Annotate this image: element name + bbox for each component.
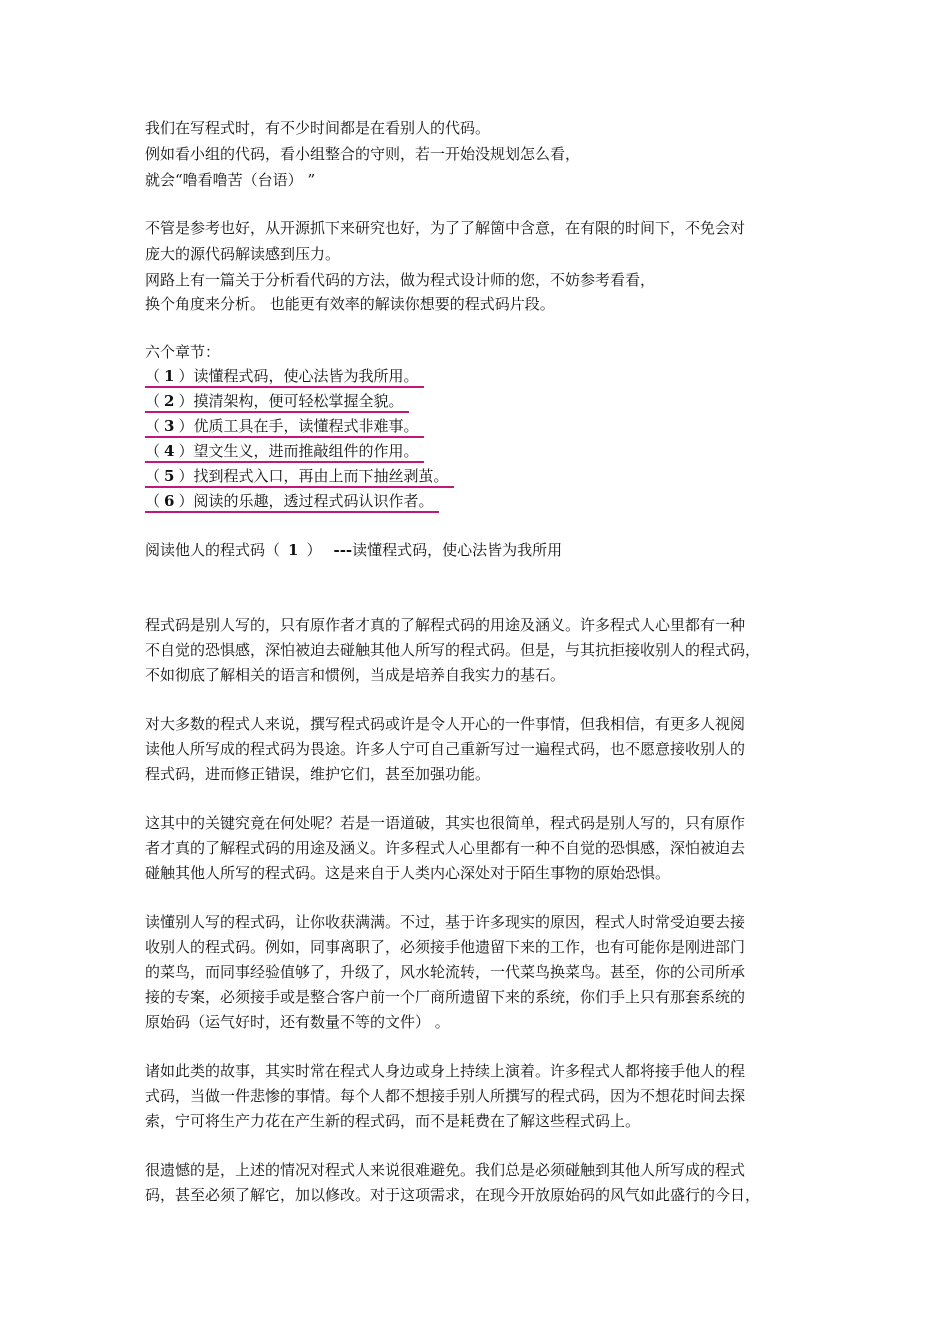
body-p4-line-1: 读懂别人写的程式码，让你收获满满。不过，基于许多现实的原因，程式人时常受迫要去接 (145, 913, 746, 931)
heading-text: 读懂程式码，使心法皆为我所用 (352, 541, 563, 559)
heading-dashes: --- (333, 541, 353, 559)
chapter-number: 2 (164, 392, 175, 410)
chapter-item-6 (145, 491, 439, 513)
chapter-number: 3 (164, 417, 175, 435)
body-p5-line-3: 索，宁可将生产力花在产生新的程式码，而不是耗费在了解这些程式码上。 (145, 1112, 641, 1130)
intro-line-1: 我们在写程式时，有不少时间都是在看别人的代码。 (145, 119, 491, 137)
body-p2-line-1: 对大多数的程式人来说，撰写程式码或许是令人开心的一件事情，但我相信，有更多人视阅 (145, 715, 746, 733)
chapter-text: 优质工具在手，读懂程式非难事。 (193, 417, 419, 435)
chapter-open-paren: （ (145, 392, 161, 410)
body-p1-line-1: 程式码是别人写的，只有原作者才真的了解程式码的用途及涵义。许多程式人心里都有一种 (145, 616, 746, 634)
chapter-close-paren: ） (178, 367, 194, 385)
chapter-close-paren: ） (178, 492, 194, 510)
chapter-number: 1 (164, 367, 175, 385)
body-p2-line-2: 读他人所写成的程式码为畏途。许多人宁可自己重新写过一遍程式码，也不愿意接收别人的 (145, 740, 746, 758)
body-p2-line-3: 程式码，进而修正错误，维护它们，甚至加强功能。 (145, 765, 491, 783)
body-p6-line-2: 码，甚至必须了解它，加以修改。对于这项需求，在现今开放原始码的风气如此盛行的今日， (145, 1186, 761, 1204)
chapter-item-1 (145, 366, 424, 388)
chapter-text: 读懂程式码，使心法皆为我所用。 (193, 367, 419, 385)
body-p3-line-1: 这其中的关键究竟在何处呢？若是一语道破，其实也很简单，程式码是别人写的，只有原作 (145, 814, 746, 832)
chapters-title: 六个章节： (145, 343, 221, 361)
chapter-item-5 (145, 466, 454, 488)
intro-line-2: 例如看小组的代码，看小组整合的守则，若一开始没规划怎么看， (145, 145, 581, 163)
body-p3-line-2: 者才真的了解程式码的用途及涵义。许多程式人心里都有一种不自觉的恐惧感，深怕被迫去 (145, 839, 746, 857)
body-p5-line-2: 式码，当做一件悲惨的事情。每个人都不想接手别人所撰写的程式码，因为不想花时间去探 (145, 1087, 746, 1105)
chapter-open-paren: （ (145, 467, 161, 485)
heading-close-paren: ） (306, 541, 322, 559)
chapter-open-paren: （ (145, 442, 161, 460)
body-p3-line-3: 碰触其他人所写的程式码。这是来自于人类内心深处对于陌生事物的原始恐惧。 (145, 864, 671, 882)
para2-line-3: 网路上有一篇关于分析看代码的方法，做为程式设计师的您，不妨参考看看， (145, 271, 656, 289)
chapter-number: 6 (164, 492, 175, 510)
intro-line-3: 就会“噜看噜苦（台语） ” (145, 171, 316, 189)
body-p4-line-5: 原始码（运气好时，还有数量不等的文件） 。 (145, 1013, 450, 1031)
body-p1-line-3: 不如彻底了解相关的语言和惯例，当成是培养自我实力的基石。 (145, 666, 566, 684)
heading-number: 1 (288, 541, 299, 559)
chapter-close-paren: ） (178, 442, 194, 460)
body-p5-line-1: 诸如此类的故事，其实时常在程式人身边或身上持续上演着。许多程式人都将接手他人的程 (145, 1062, 746, 1080)
chapter-close-paren: ） (178, 392, 194, 410)
chapter-item-2 (145, 391, 409, 413)
chapter-text: 摸清架构，便可轻松掌握全貌。 (193, 392, 404, 410)
chapter-close-paren: ） (178, 467, 194, 485)
body-p1-line-2: 不自觉的恐惧感，深怕被迫去碰触其他人所写的程式码。但是，与其抗拒接收别人的程式码， (145, 641, 761, 659)
chapter-item-3 (145, 416, 424, 438)
chapter-text: 阅读的乐趣，透过程式码认识作者。 (193, 492, 434, 510)
chapter-open-paren: （ (145, 492, 161, 510)
chapter-open-paren: （ (145, 367, 161, 385)
chapter-text: 望文生义，进而推敲组件的作用。 (193, 442, 419, 460)
section-heading (145, 540, 562, 560)
body-p4-line-3: 的菜鸟，而同事经验值够了，升级了，风水轮流转，一代菜鸟换菜鸟。甚至，你的公司所承 (145, 963, 746, 981)
body-p4-line-2: 收别人的程式码。例如，同事离职了，必须接手他遗留下来的工作，也有可能你是刚进部门 (145, 938, 746, 956)
chapter-open-paren: （ (145, 417, 161, 435)
para2-line-1: 不管是参考也好，从开源抓下来研究也好，为了了解箇中含意，在有限的时间下，不免会对 (145, 219, 746, 237)
body-p4-line-4: 接的专案，必须接手或是整合客户前一个厂商所遗留下来的系统，你们手上只有那套系统的 (145, 988, 746, 1006)
chapter-text: 找到程式入口，再由上而下抽丝剥茧。 (193, 467, 449, 485)
para2-line-4: 换个角度来分析。 也能更有效率的解读你想要的程式码片段。 (145, 295, 555, 313)
chapter-close-paren: ） (178, 417, 194, 435)
chapter-number: 4 (164, 442, 175, 460)
para2-line-2: 庞大的源代码解读感到压力。 (145, 245, 341, 263)
chapter-item-4 (145, 441, 424, 463)
chapter-number: 5 (164, 467, 175, 485)
heading-prefix: 阅读他人的程式码（ (145, 541, 281, 559)
body-p6-line-1: 很遗憾的是，上述的情况对程式人来说很难避免。我们总是必须碰触到其他人所写成的程式 (145, 1161, 746, 1179)
